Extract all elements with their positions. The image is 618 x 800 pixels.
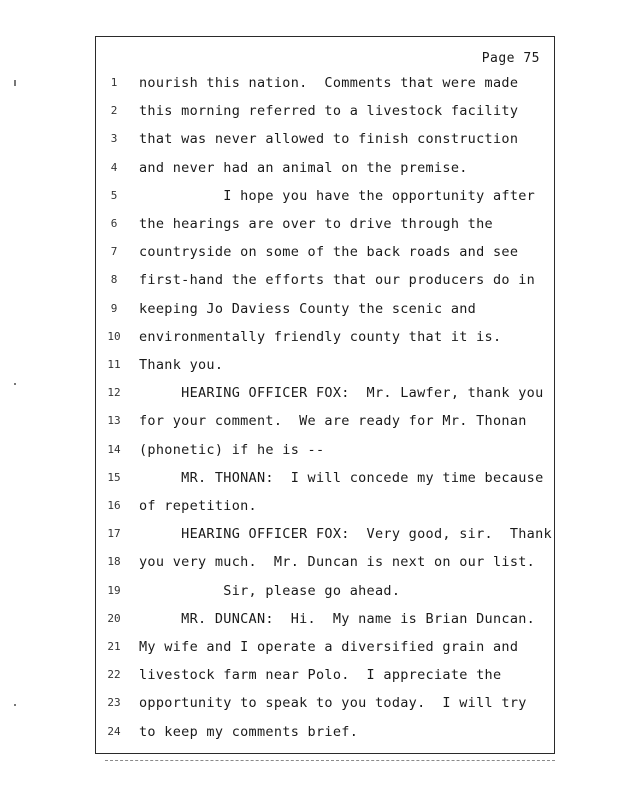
line-number: 6 bbox=[110, 217, 118, 230]
line-number: 4 bbox=[110, 160, 118, 174]
transcript-line: HEARING OFFICER FOX: Very good, sir. Thank bbox=[139, 526, 552, 543]
line-number: 7 bbox=[110, 245, 118, 259]
transcript-line: I hope you have the opportunity after bbox=[139, 187, 536, 204]
transcript-line: this morning referred to a livestock facility bbox=[139, 103, 519, 120]
transcript-line: the hearings are over to drive through the bbox=[139, 216, 493, 232]
transcript-line: Thank you. bbox=[139, 357, 224, 373]
line-number: 16 bbox=[107, 499, 121, 512]
line-number: 2 bbox=[110, 104, 118, 118]
line-number: 5 bbox=[110, 188, 118, 202]
page-number: Page 75 bbox=[481, 51, 540, 66]
line-number: 3 bbox=[110, 132, 118, 146]
line-number: 19 bbox=[107, 583, 121, 597]
transcript-line: first-hand the efforts that our producers do in bbox=[139, 272, 536, 289]
transcript-line: you very much. Mr. Duncan is next on our list. bbox=[139, 554, 536, 571]
line-number: 13 bbox=[107, 414, 121, 428]
line-number: 9 bbox=[110, 301, 118, 315]
line-number: 24 bbox=[107, 724, 121, 738]
transcript-line: Sir, please go ahead. bbox=[139, 582, 401, 599]
line-number: 21 bbox=[107, 640, 121, 653]
line-number: 23 bbox=[107, 696, 121, 710]
scan-mark bbox=[14, 383, 16, 385]
line-number: 8 bbox=[110, 273, 118, 287]
transcript-line: countryside on some of the back roads and see bbox=[139, 244, 519, 261]
line-number: 22 bbox=[107, 668, 121, 682]
line-number: 15 bbox=[107, 470, 121, 484]
line-number: 20 bbox=[107, 611, 121, 625]
line-number: 11 bbox=[107, 358, 121, 371]
line-number: 17 bbox=[107, 527, 121, 541]
transcript-line: environmentally friendly county that it is. bbox=[139, 328, 502, 345]
transcript-line: that was never allowed to finish construction bbox=[139, 131, 519, 148]
scan-mark bbox=[14, 80, 16, 86]
line-number: 12 bbox=[107, 386, 121, 400]
line-number: 10 bbox=[107, 329, 121, 343]
transcript-line: and never had an animal on the premise. bbox=[139, 159, 468, 176]
transcript-line: HEARING OFFICER FOX: Mr. Lawfer, thank you bbox=[139, 385, 544, 402]
transcript-line: opportunity to speak to you today. I will try bbox=[139, 695, 527, 712]
line-number: 18 bbox=[107, 555, 121, 569]
bottom-rule bbox=[105, 760, 555, 761]
transcript-line: to keep my comments brief. bbox=[139, 723, 359, 740]
transcript-line: MR. DUNCAN: Hi. My name is Brian Duncan. bbox=[139, 610, 536, 627]
transcript-line: MR. THONAN: I will concede my time because bbox=[139, 469, 544, 486]
transcript-line: (phonetic) if he is -- bbox=[139, 441, 325, 458]
transcript-line: nourish this nation. Comments that were made bbox=[139, 75, 519, 91]
transcript-line: of repetition. bbox=[139, 498, 257, 514]
transcript-line: livestock farm near Polo. I appreciate the bbox=[139, 667, 502, 684]
line-number: 14 bbox=[107, 442, 121, 456]
transcript-line: My wife and I operate a diversified grain and bbox=[139, 639, 519, 655]
transcript-line: for your comment. We are ready for Mr. Thonan bbox=[139, 413, 527, 430]
transcript-line: keeping Jo Daviess County the scenic and bbox=[139, 300, 477, 317]
line-number: 1 bbox=[110, 76, 118, 89]
scan-mark bbox=[14, 704, 16, 706]
